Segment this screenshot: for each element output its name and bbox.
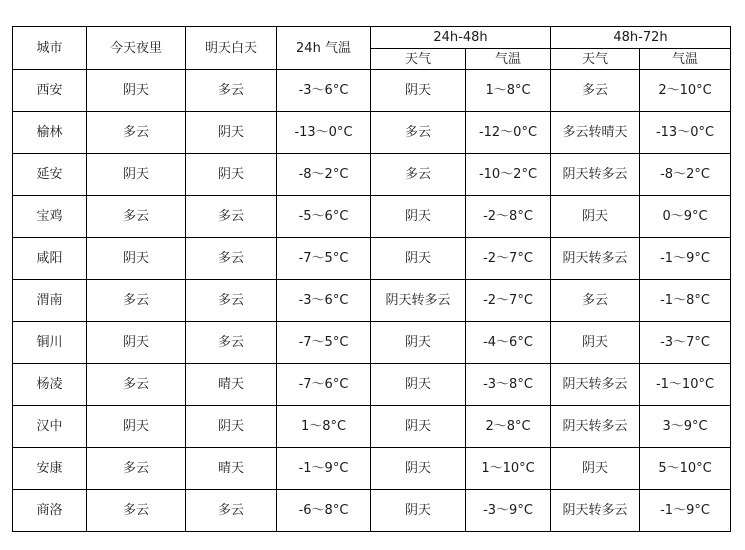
cell-temp-72h: 0～9°C xyxy=(640,196,731,238)
cell-tomorrow-day: 多云 xyxy=(186,322,277,364)
table-row xyxy=(13,280,731,322)
cell-weather-48h: 阴天 xyxy=(371,322,466,364)
cell-temp-24h: -6～8°C xyxy=(277,490,371,532)
header-weather-72h: 天气 xyxy=(551,49,640,70)
cell-weather-72h: 多云 xyxy=(551,70,640,112)
cell-weather-48h: 阴天 xyxy=(371,490,466,532)
cell-temp-48h: -12～0°C xyxy=(466,112,551,154)
cell-weather-48h: 阴天 xyxy=(371,406,466,448)
cell-temp-24h: -7～6°C xyxy=(277,364,371,406)
header-city: 城市 xyxy=(13,27,87,70)
cell-temp-72h: -1～9°C xyxy=(640,238,731,280)
cell-temp-24h: -13～0°C xyxy=(277,112,371,154)
cell-city: 商洛 xyxy=(13,490,87,532)
header-group-24-48h: 24h-48h xyxy=(371,27,551,49)
table-row xyxy=(13,154,731,196)
cell-temp-72h: -3～7°C xyxy=(640,322,731,364)
cell-temp-72h: 5～10°C xyxy=(640,448,731,490)
cell-tomorrow-day: 阴天 xyxy=(186,406,277,448)
cell-tomorrow-day: 晴天 xyxy=(186,448,277,490)
cell-tomorrow-day: 晴天 xyxy=(186,364,277,406)
cell-city: 西安 xyxy=(13,70,87,112)
cell-temp-24h: -1～9°C xyxy=(277,448,371,490)
cell-temp-72h: -8～2°C xyxy=(640,154,731,196)
cell-weather-72h: 阴天 xyxy=(551,196,640,238)
cell-weather-48h: 阴天 xyxy=(371,196,466,238)
cell-tomorrow-day: 多云 xyxy=(186,70,277,112)
cell-temp-72h: 3～9°C xyxy=(640,406,731,448)
cell-temp-48h: -2～7°C xyxy=(466,238,551,280)
weather-forecast-table xyxy=(12,26,731,532)
cell-temp-24h: -5～6°C xyxy=(277,196,371,238)
header-row-top xyxy=(13,27,731,49)
cell-tomorrow-day: 阴天 xyxy=(186,154,277,196)
cell-temp-48h: 1～10°C xyxy=(466,448,551,490)
cell-tomorrow-day: 多云 xyxy=(186,238,277,280)
table-row xyxy=(13,112,731,154)
cell-city: 铜川 xyxy=(13,322,87,364)
cell-tomorrow-day: 多云 xyxy=(186,280,277,322)
cell-temp-24h: -7～5°C xyxy=(277,322,371,364)
cell-temp-24h: -3～6°C xyxy=(277,70,371,112)
cell-city: 杨凌 xyxy=(13,364,87,406)
cell-tomorrow-day: 多云 xyxy=(186,196,277,238)
cell-city: 榆林 xyxy=(13,112,87,154)
cell-temp-48h: -10～2°C xyxy=(466,154,551,196)
cell-temp-48h: 2～8°C xyxy=(466,406,551,448)
cell-weather-72h: 阴天转多云 xyxy=(551,238,640,280)
cell-city: 宝鸡 xyxy=(13,196,87,238)
cell-temp-72h: -13～0°C xyxy=(640,112,731,154)
cell-weather-48h: 阴天 xyxy=(371,238,466,280)
cell-tomorrow-day: 多云 xyxy=(186,490,277,532)
table-row xyxy=(13,70,731,112)
cell-weather-48h: 阴天 xyxy=(371,364,466,406)
forecast-body xyxy=(13,70,731,532)
cell-weather-72h: 阴天转多云 xyxy=(551,406,640,448)
table-row xyxy=(13,322,731,364)
cell-tonight: 多云 xyxy=(87,280,186,322)
header-group-48-72h: 48h-72h xyxy=(551,27,731,49)
cell-tonight: 阴天 xyxy=(87,238,186,280)
cell-temp-48h: -3～8°C xyxy=(466,364,551,406)
cell-city: 咸阳 xyxy=(13,238,87,280)
cell-weather-72h: 多云 xyxy=(551,280,640,322)
cell-temp-72h: -1～9°C xyxy=(640,490,731,532)
cell-tonight: 阴天 xyxy=(87,406,186,448)
cell-temp-72h: -1～8°C xyxy=(640,280,731,322)
cell-temp-48h: -2～8°C xyxy=(466,196,551,238)
cell-city: 渭南 xyxy=(13,280,87,322)
cell-weather-48h: 阴天 xyxy=(371,70,466,112)
cell-temp-72h: -1～10°C xyxy=(640,364,731,406)
header-temp-24h: 24h 气温 xyxy=(277,27,371,70)
cell-weather-48h: 阴天转多云 xyxy=(371,280,466,322)
cell-tonight: 多云 xyxy=(87,364,186,406)
cell-tomorrow-day: 阴天 xyxy=(186,112,277,154)
cell-weather-72h: 阴天转多云 xyxy=(551,154,640,196)
table-row xyxy=(13,406,731,448)
table-row xyxy=(13,490,731,532)
table-row xyxy=(13,196,731,238)
cell-tonight: 阴天 xyxy=(87,154,186,196)
table-row xyxy=(13,448,731,490)
cell-tonight: 阴天 xyxy=(87,70,186,112)
header-temp-72h: 气温 xyxy=(640,49,731,70)
cell-tonight: 多云 xyxy=(87,112,186,154)
header-temp-48h: 气温 xyxy=(466,49,551,70)
cell-weather-72h: 阴天 xyxy=(551,448,640,490)
cell-temp-24h: -7～5°C xyxy=(277,238,371,280)
cell-weather-48h: 多云 xyxy=(371,154,466,196)
cell-tonight: 多云 xyxy=(87,490,186,532)
cell-temp-48h: 1～8°C xyxy=(466,70,551,112)
cell-tonight: 阴天 xyxy=(87,322,186,364)
cell-weather-48h: 多云 xyxy=(371,112,466,154)
table-row xyxy=(13,238,731,280)
cell-temp-48h: -2～7°C xyxy=(466,280,551,322)
cell-temp-48h: -3～9°C xyxy=(466,490,551,532)
cell-city: 汉中 xyxy=(13,406,87,448)
cell-temp-24h: -3～6°C xyxy=(277,280,371,322)
cell-temp-24h: -8～2°C xyxy=(277,154,371,196)
header-tonight: 今天夜里 xyxy=(87,27,186,70)
header-weather-48h: 天气 xyxy=(371,49,466,70)
cell-temp-72h: 2～10°C xyxy=(640,70,731,112)
cell-tonight: 多云 xyxy=(87,196,186,238)
header-tomorrow-day: 明天白天 xyxy=(186,27,277,70)
cell-city: 延安 xyxy=(13,154,87,196)
cell-temp-48h: -4～6°C xyxy=(466,322,551,364)
cell-tonight: 多云 xyxy=(87,448,186,490)
forecast-table-wrapper xyxy=(12,26,730,532)
cell-city: 安康 xyxy=(13,448,87,490)
cell-weather-72h: 阴天 xyxy=(551,322,640,364)
cell-weather-72h: 多云转晴天 xyxy=(551,112,640,154)
table-row xyxy=(13,364,731,406)
cell-weather-48h: 阴天 xyxy=(371,448,466,490)
cell-temp-24h: 1～8°C xyxy=(277,406,371,448)
cell-weather-72h: 阴天转多云 xyxy=(551,364,640,406)
cell-weather-72h: 阴天转多云 xyxy=(551,490,640,532)
